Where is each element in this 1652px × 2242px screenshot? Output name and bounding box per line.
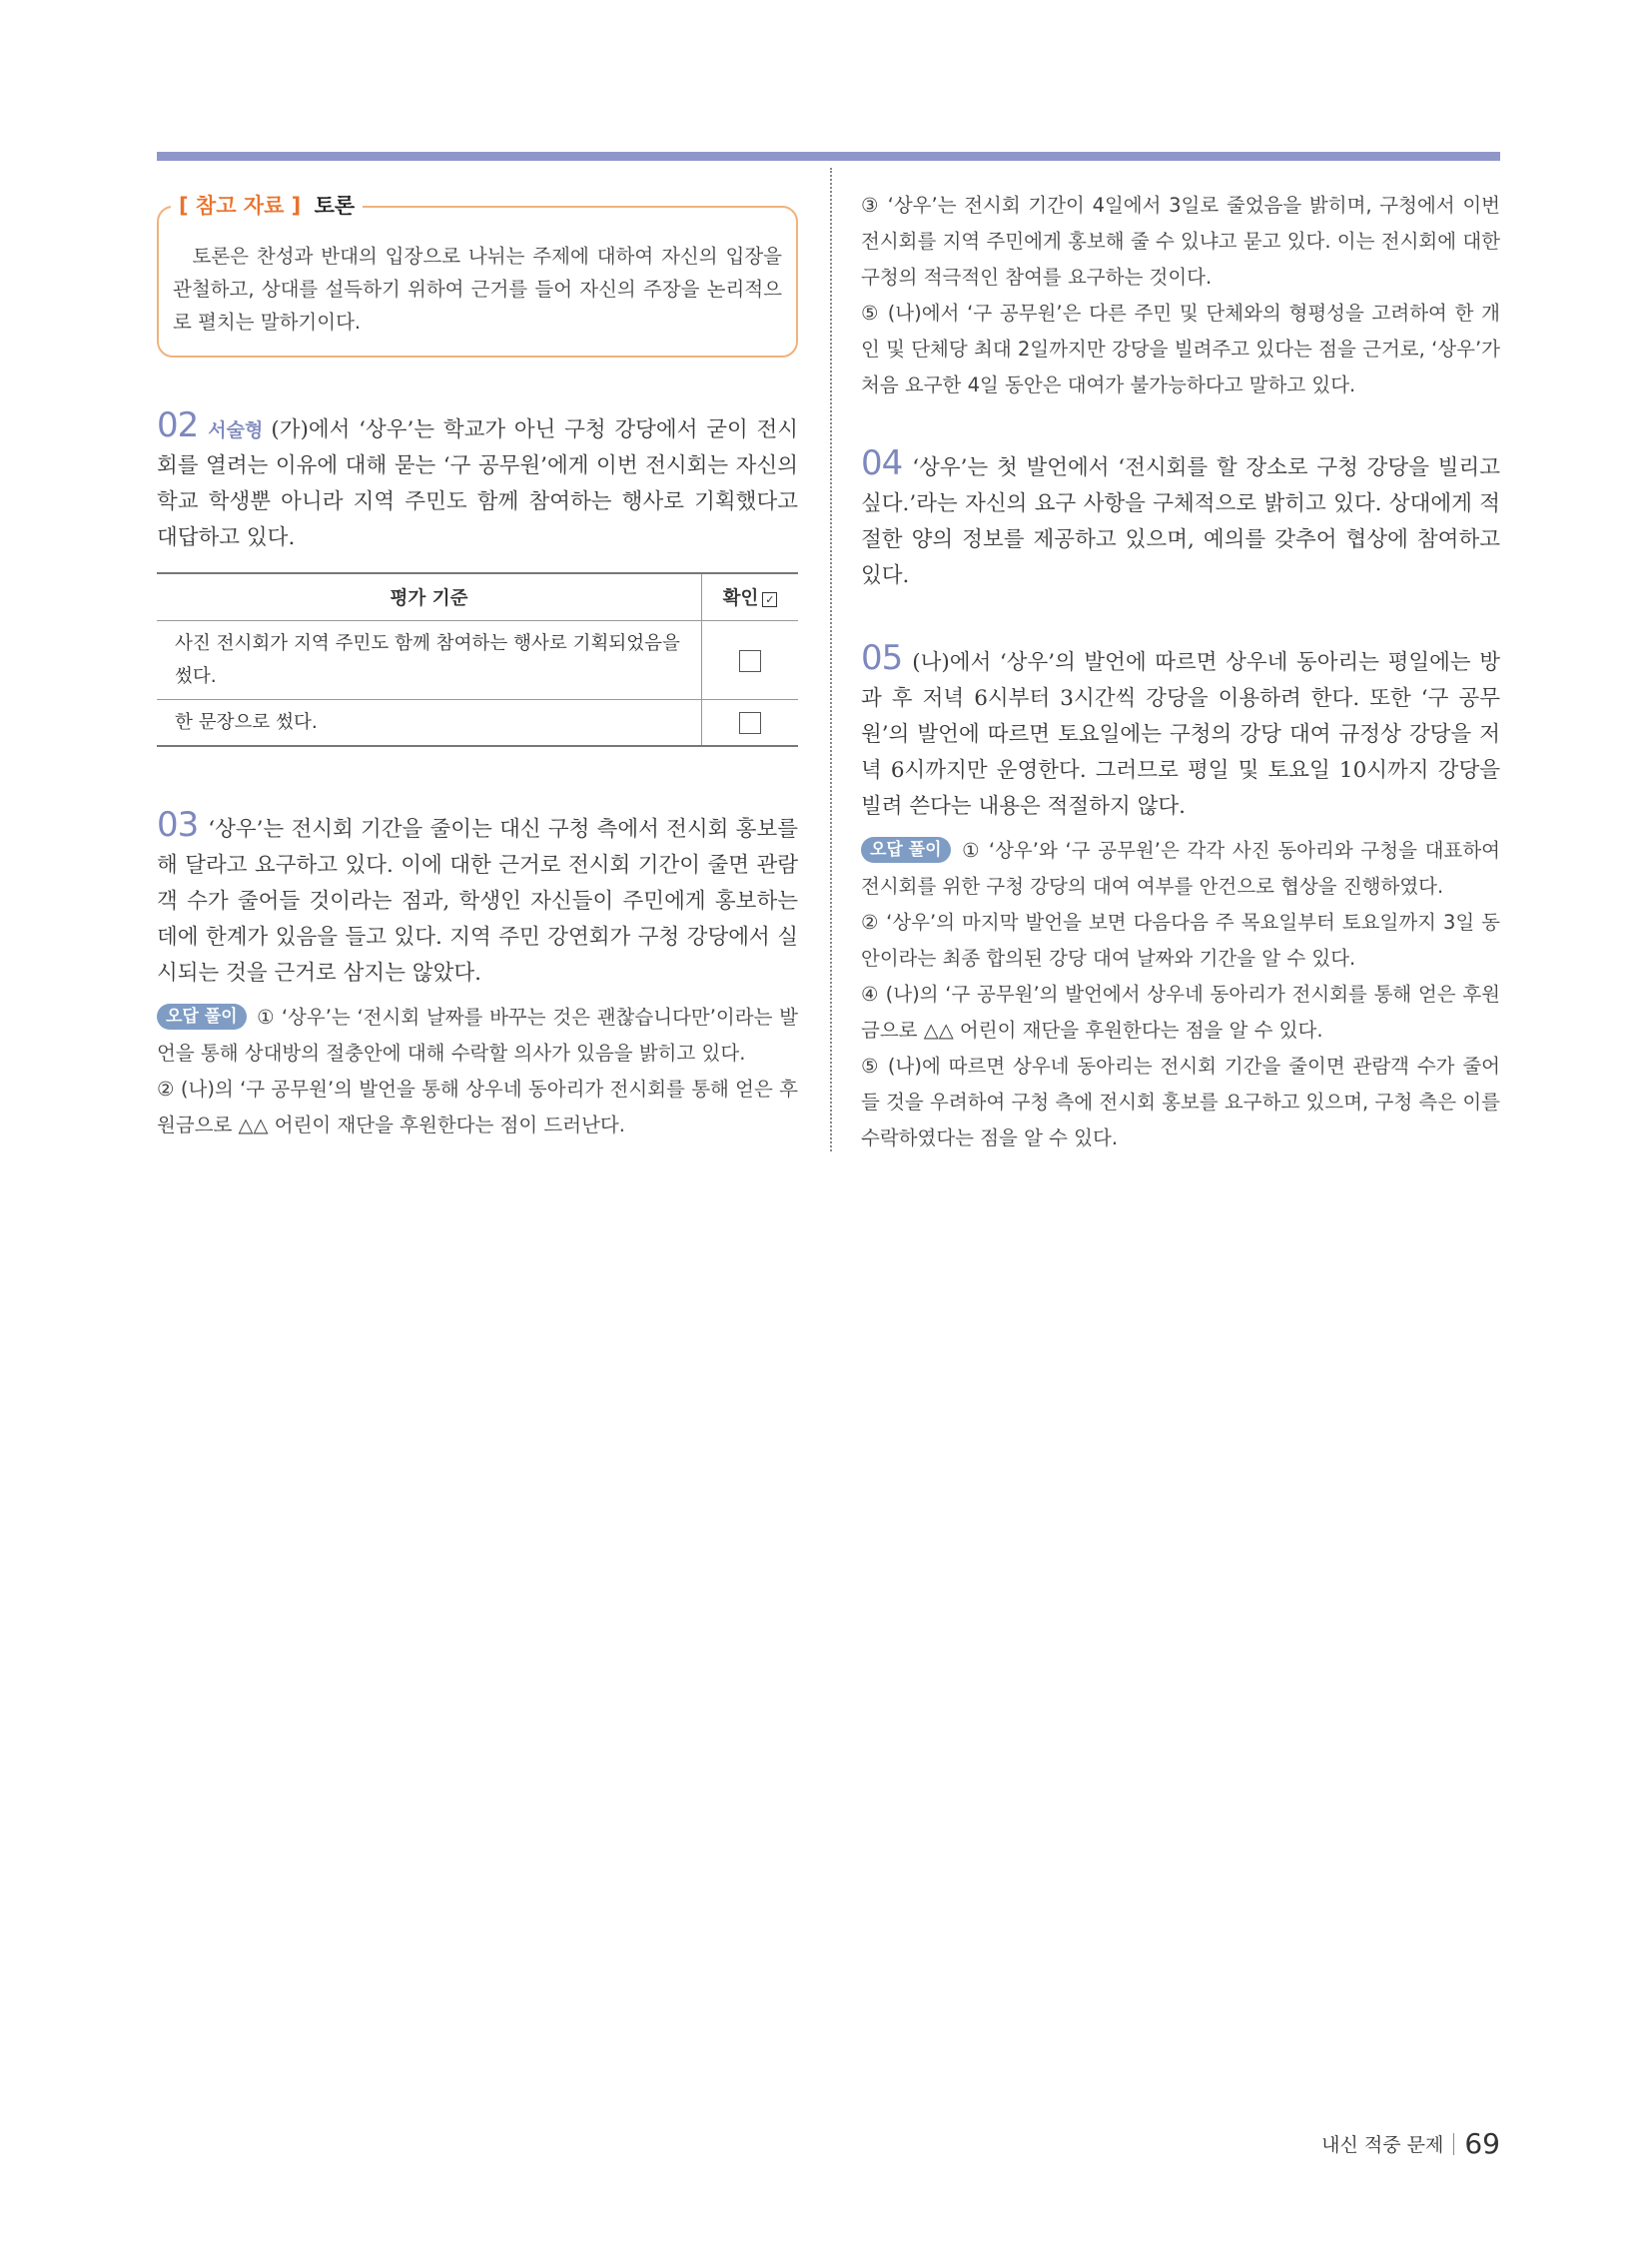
check-cell[interactable] (702, 621, 799, 700)
reference-title: 토론 (314, 194, 356, 218)
criteria-cell: 한 문장으로 썼다. (157, 700, 702, 747)
checkbox-icon[interactable] (739, 712, 761, 734)
table-header-row (157, 573, 798, 621)
explanation-item: ① ‘상우’와 ‘구 공무원’은 각각 사진 동아리와 구청을 대표하여 전시회를 위한 구청 강당의 대여 여부를 안건으로 협상을 진행하였다. (861, 839, 1500, 898)
explanation-item: ② (나)의 ‘구 공무원’의 발언을 통해 상우네 동아리가 전시회를 통해 얻은 후원금으로 △△ 어린이 재단을 후원한다는 점이 드러난다. (157, 1078, 798, 1136)
table-row (157, 621, 798, 700)
criteria-header: 평가 기준 (157, 573, 702, 621)
criteria-cell: 사진 전시회가 지역 주민도 함께 참여하는 행사로 기획되었음을 썼다. (157, 621, 702, 700)
explanation-item: ⑤ (나)에 따르면 상우네 동아리는 전시회 기간을 줄이면 관람객 수가 줄어들 것을 우려하여 구청 측에 전시회 홍보를 요구하고 있으며, 구청 측은 이를 수락하였다는 점을 알 수 있다. (861, 1055, 1500, 1149)
checkmark-box-icon: ✓ (762, 592, 777, 607)
right-column (861, 196, 1500, 1156)
footer-divider (1453, 2133, 1454, 2155)
page-number: 69 (1464, 2127, 1500, 2160)
explanation-item: ⑤ (나)에서 ‘구 공무원’은 다른 주민 및 단체와의 형평성을 고려하여 한 개인 및 단체당 최대 2일까지만 강당을 빌려주고 있다는 점을 근거로, ‘상우’가 처음 요구한 4일 동안은 대여가 불가능하다고 말하고 있다. (861, 302, 1500, 396)
question-05 (861, 640, 1500, 825)
explanation-block (157, 1000, 798, 1072)
question-text: ‘상우’는 첫 발언에서 ‘전시회를 할 장소로 구청 강당을 빌리고 싶다.’라는 자신의 요구 사항을 구체적으로 밝히고 있다. 상대에게 적절한 양의 정보를 제공하고 있으며, 예의를 갖추어 협상에 참여하고 있다. (861, 455, 1500, 588)
top-rule (157, 152, 1500, 161)
reference-heading (171, 190, 363, 220)
explanation-item: ④ (나)의 ‘구 공무원’의 발언에서 상우네 동아리가 전시회를 통해 얻은 후원금으로 △△ 어린이 재단을 후원한다는 점을 알 수 있다. (861, 983, 1500, 1042)
question-type-tag: 서술형 (208, 419, 264, 441)
page-footer (1321, 2127, 1500, 2160)
explanation-block (861, 833, 1500, 905)
question-03 (157, 807, 798, 992)
reference-body: 토론은 찬성과 반대의 입장으로 나뉘는 주제에 대하여 자신의 입장을 관철하고, 상대를 설득하기 위하여 근거를 들어 자신의 주장을 논리적으로 펼치는 말하기이다. (173, 245, 782, 334)
question-text: (가)에서 ‘상우’는 학교가 아닌 구청 강당에서 굳이 전시회를 열려는 이유에 대해 묻는 ‘구 공무원’에게 이번 전시회는 자신의 학교 학생뿐 아니라 지역 주민도 함께 참여하는 행사로 기획했다고 대답하고 있다. (157, 417, 798, 550)
evaluation-table (157, 572, 798, 747)
check-header: 확인 ✓ (702, 573, 799, 621)
reference-tag: [ 참고 자료 ] (179, 194, 302, 218)
question-number: 02 (157, 405, 199, 445)
question-number: 03 (157, 805, 199, 845)
wrong-answer-badge: 오답 풀이 (157, 1004, 247, 1030)
footer-section: 내신 적중 문제 (1321, 2134, 1444, 2156)
question-04 (861, 445, 1500, 594)
check-cell[interactable] (702, 700, 799, 747)
column-divider (830, 168, 832, 1151)
question-number: 05 (861, 638, 903, 678)
question-text: ‘상우’는 전시회 기간을 줄이는 대신 구청 측에서 전시회 홍보를 해 달라고 요구하고 있다. 이에 대한 근거로 전시회 기간이 줄면 관람객 수가 줄어들 것이라는 점과, 학생인 자신들이 주민에게 홍보하는 데에 한계가 있음을 들고 있다. 지역 주민 강연회가 구청 강당에서 실시되는 것을 근거로 삼지는 않았다. (157, 817, 798, 986)
question-text: (나)에서 ‘상우’의 발언에 따르면 상우네 동아리는 평일에는 방과 후 저녁 6시부터 3시간씩 강당을 이용하려 한다. 또한 ‘구 공무원’의 발언에 따르면 토요일에는 구청의 강당 대여 규정상 강당을 저녁 6시까지만 운영한다. 그러므로 평일 및 토요일 10시까지 강당을 빌려 쓴다는 내용은 적절하지 않다. (861, 650, 1500, 819)
question-number: 04 (861, 443, 903, 483)
explanation-item: ③ ‘상우’는 전시회 기간이 4일에서 3일로 줄었음을 밝히며, 구청에서 이번 전시회를 지역 주민에게 홍보해 줄 수 있냐고 묻고 있다. 이는 전시회에 대한 구청의 적극적인 참여를 요구하는 것이다. (861, 194, 1500, 289)
left-column (157, 196, 798, 1143)
explanation-item: ② ‘상우’의 마지막 발언을 보면 다음다음 주 목요일부터 토요일까지 3일 동안이라는 최종 합의된 강당 대여 날짜와 기간을 알 수 있다. (861, 911, 1500, 970)
explanation-item: ① ‘상우’는 ‘전시회 날짜를 바꾸는 것은 괜찮습니다만’이라는 발언을 통해 상대방의 절충안에 대해 수락할 의사가 있음을 밝히고 있다. (157, 1006, 798, 1065)
question-02 (157, 407, 798, 556)
table-row (157, 700, 798, 747)
checkbox-icon[interactable] (739, 650, 761, 672)
wrong-answer-badge: 오답 풀이 (861, 837, 951, 863)
reference-box (157, 194, 798, 358)
